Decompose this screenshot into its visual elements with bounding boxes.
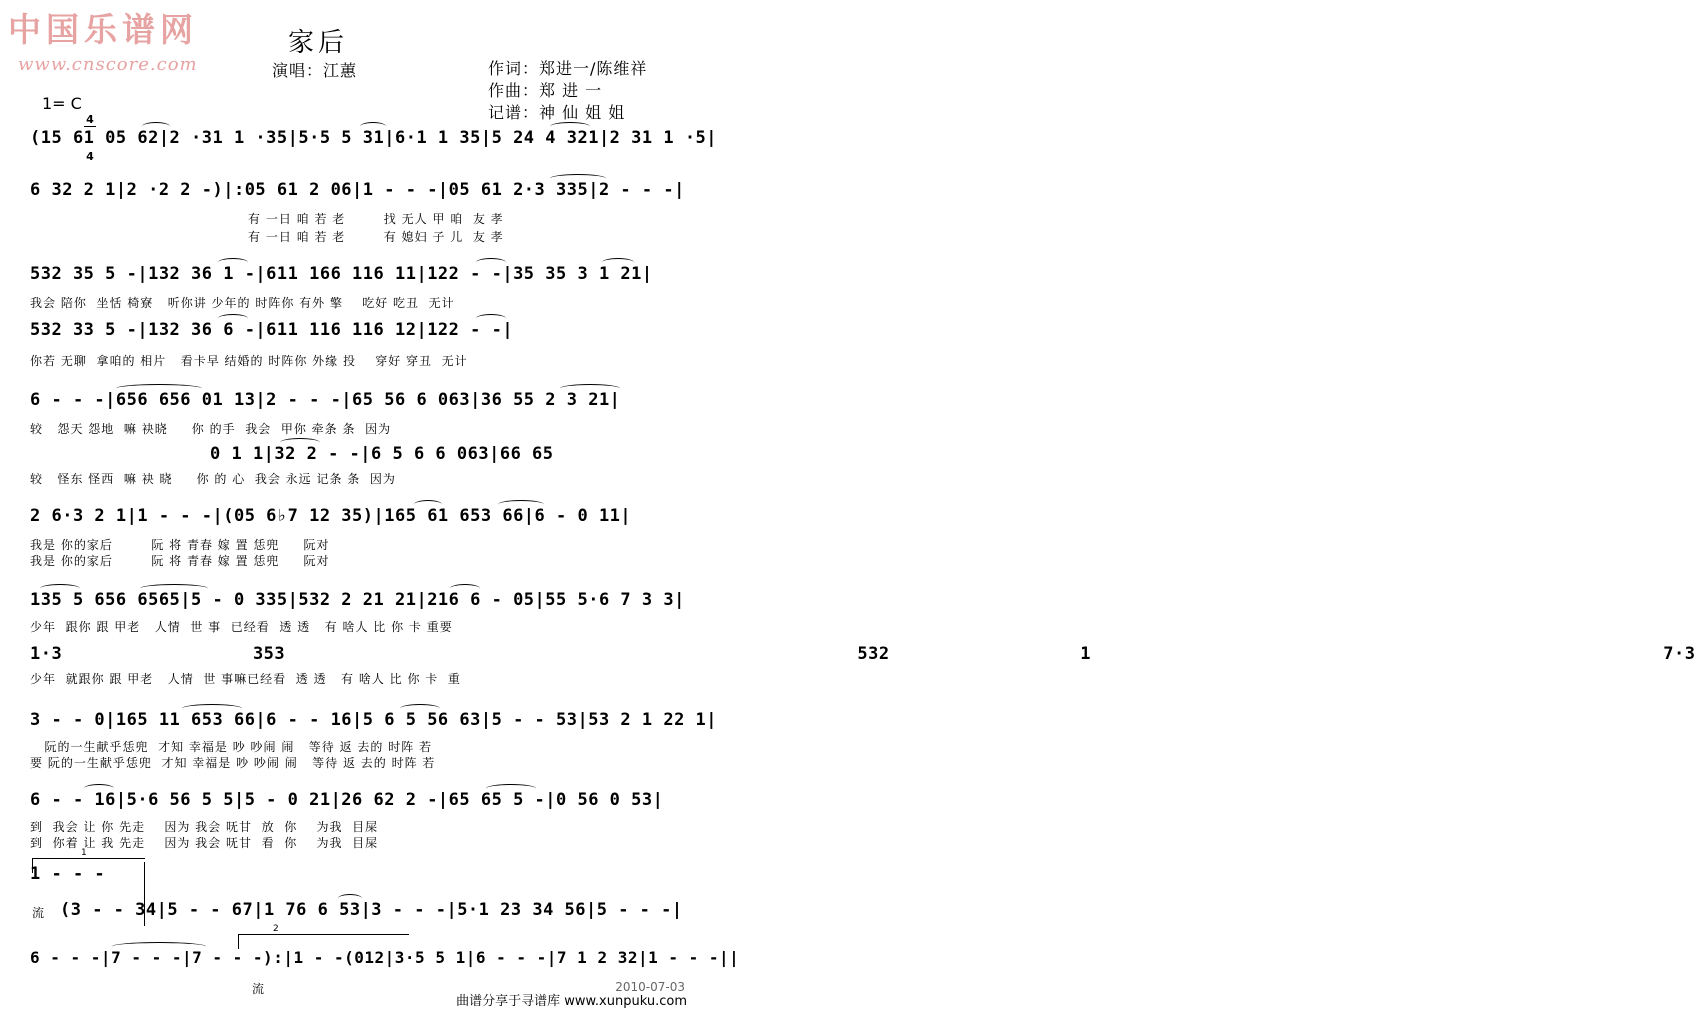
song-title: 家后	[288, 28, 349, 58]
lyrics-line-6: 较 怪东 怪西 嘛 袂 晓 你 的 心 我会 永远 记条 条 因为	[30, 472, 396, 486]
notation-line: 532 33 5 -|132 36 6 -|611 116 116 12|122 - -|	[30, 320, 514, 340]
watermark-url: www.cnscore.com	[18, 54, 198, 75]
transcription-date: 2010-07-03	[615, 980, 685, 994]
score-line-4	[30, 320, 690, 352]
second-ending-bracket	[238, 924, 409, 949]
notation-line: 532 35 5 -|132 36 1 -|611 166 116 11|122 - -|35 35 3 1 21|	[30, 264, 653, 284]
lyrics-line-8: 少年 跟你 跟 甲老 人情 世 事 已经看 透 透 有 啥人 比 你 卡 重要	[30, 620, 453, 634]
score-line-3	[30, 264, 690, 296]
first-ending-number: 1	[81, 848, 87, 858]
lyrics-line-2b: 有 一日 咱 若 老 有 媳妇 子 儿 友 孝	[248, 230, 504, 244]
notation-line: 0 1 1|32 2 - -|6 5 6 6 063|66 65	[210, 444, 554, 464]
score-line-7	[30, 506, 690, 538]
lyrics-line-9: 少年 就跟你 跟 甲老 人情 世 事嘛已经看 透 透 有 啥人 比 你 卡 重	[30, 672, 461, 686]
lyrics-line-10b: 要 阮的一生献乎恁兜 才知 幸福是 吵 吵闹 闹 等待 返 去的 时阵 若	[30, 756, 436, 770]
notation-line: 6 - - -|656 656 01 13|2 - - -|65 56 6 063|36 55 2 3 21|	[30, 390, 621, 410]
score-line-14	[30, 948, 740, 980]
notation-line: 1 - - -	[30, 864, 106, 884]
lyrics-line-10a: 阮的一生献乎恁兜 才知 幸福是 吵 吵闹 闹 等待 返 去的 时阵 若	[30, 740, 433, 754]
notation-line: (15 61 05 62|2 ·31 1 ·35|5·5 5 31|6·1 1 35|5 24 4 321|2 31 1 ·5|	[30, 128, 718, 148]
singer-credit: 演唱：江蕙	[272, 61, 358, 80]
lyrics-line-3: 我会 陪你 坐恬 椅寮 听你讲 少年的 时阵你 有外 擎 吃好 吃丑 无计	[30, 296, 455, 310]
key-signature: 1= C	[42, 94, 82, 113]
watermark-logo: 中国乐谱网	[8, 10, 198, 49]
notation-line: 3 - - 0|165 11 653 66|6 - - 16|5 6 5 56 63|5 - - 53|53 2 1 22 1|	[30, 710, 718, 730]
score-line-5	[30, 390, 690, 422]
lyrics-line-11b: 到 你着 让 我 先走 因为 我会 呒甘 看 你 为我 目屎	[30, 836, 379, 850]
lyrics-line-7b: 我是 你的家后 阮 将 青春 嫁 置 恁兜 阮对	[30, 554, 330, 568]
lyrics-line-14: 流	[252, 982, 266, 996]
score-line-2	[30, 180, 690, 212]
notation-line: 6 - - 16|5·6 56 5 5|5 - 0 21|26 62 2 -|65 65 5 -|0 56 0 53|	[30, 790, 664, 810]
notation-line: 2 6·3 2 1|1 - - -|(05 6♭7 12 35)|165 61 653 66|6 - 0 11|	[30, 506, 632, 526]
lyrics-line-13: 流	[32, 906, 46, 920]
second-ending-number: 2	[273, 924, 279, 934]
notation-line: 6 32 2 1|2 ·2 2 -)|:05 61 2 06|1 - - -|05 61 2·3 335|2 - - -|	[30, 180, 685, 200]
lyrics-line-7a: 我是 你的家后 阮 将 青春 嫁 置 恁兜 阮对	[30, 538, 330, 552]
lyrics-line-2a: 有 一日 咱 若 老 找 无人 甲 咱 友 孝	[248, 212, 504, 226]
lyrics-line-11a: 到 我会 让 你 先走 因为 我会 呒甘 放 你 为我 目屎	[30, 820, 379, 834]
score-line-12	[30, 864, 690, 896]
source-site-link[interactable]: 曲谱分享于寻谱库 www.xunpuku.com	[456, 994, 687, 1009]
lyrics-line-5: 较 怨天 怨地 嘛 袂晓 你 的手 我会 甲你 牵条 条 因为	[30, 422, 392, 436]
notation-line: 1·3 353 532 1 7·3	[30, 644, 1695, 664]
score-line-1	[30, 128, 718, 160]
time-signature-top: 4	[84, 114, 96, 127]
lyrics-line-4: 你若 无聊 拿咱的 相片 看卡早 结婚的 时阵你 外缘 投 穿好 穿丑 无计	[30, 354, 468, 368]
notation-line: (3 - - 34|5 - - 67|1 76 6 53|3 - - -|5·1 23 34 56|5 - - -|	[60, 900, 683, 920]
time-signature-bottom: 4	[86, 150, 94, 163]
transcriber-credit: 记谱：神 仙 姐 姐	[488, 103, 626, 122]
notation-line: 135 5 656 6565|5 - 0 335|532 2 21 21|216 6 - 05|55 5·6 7 3 3|	[30, 590, 685, 610]
lyricist-credit: 作词：郑进一/陈维祥	[488, 59, 648, 78]
notation-line: 6 - - -|7 - - -|7 - - -):|1 - -(012|3·5 5 1|6 - - -|7 1 2 32|1 - - -||	[30, 948, 740, 967]
composer-credit: 作曲：郑 进 一	[488, 81, 603, 100]
